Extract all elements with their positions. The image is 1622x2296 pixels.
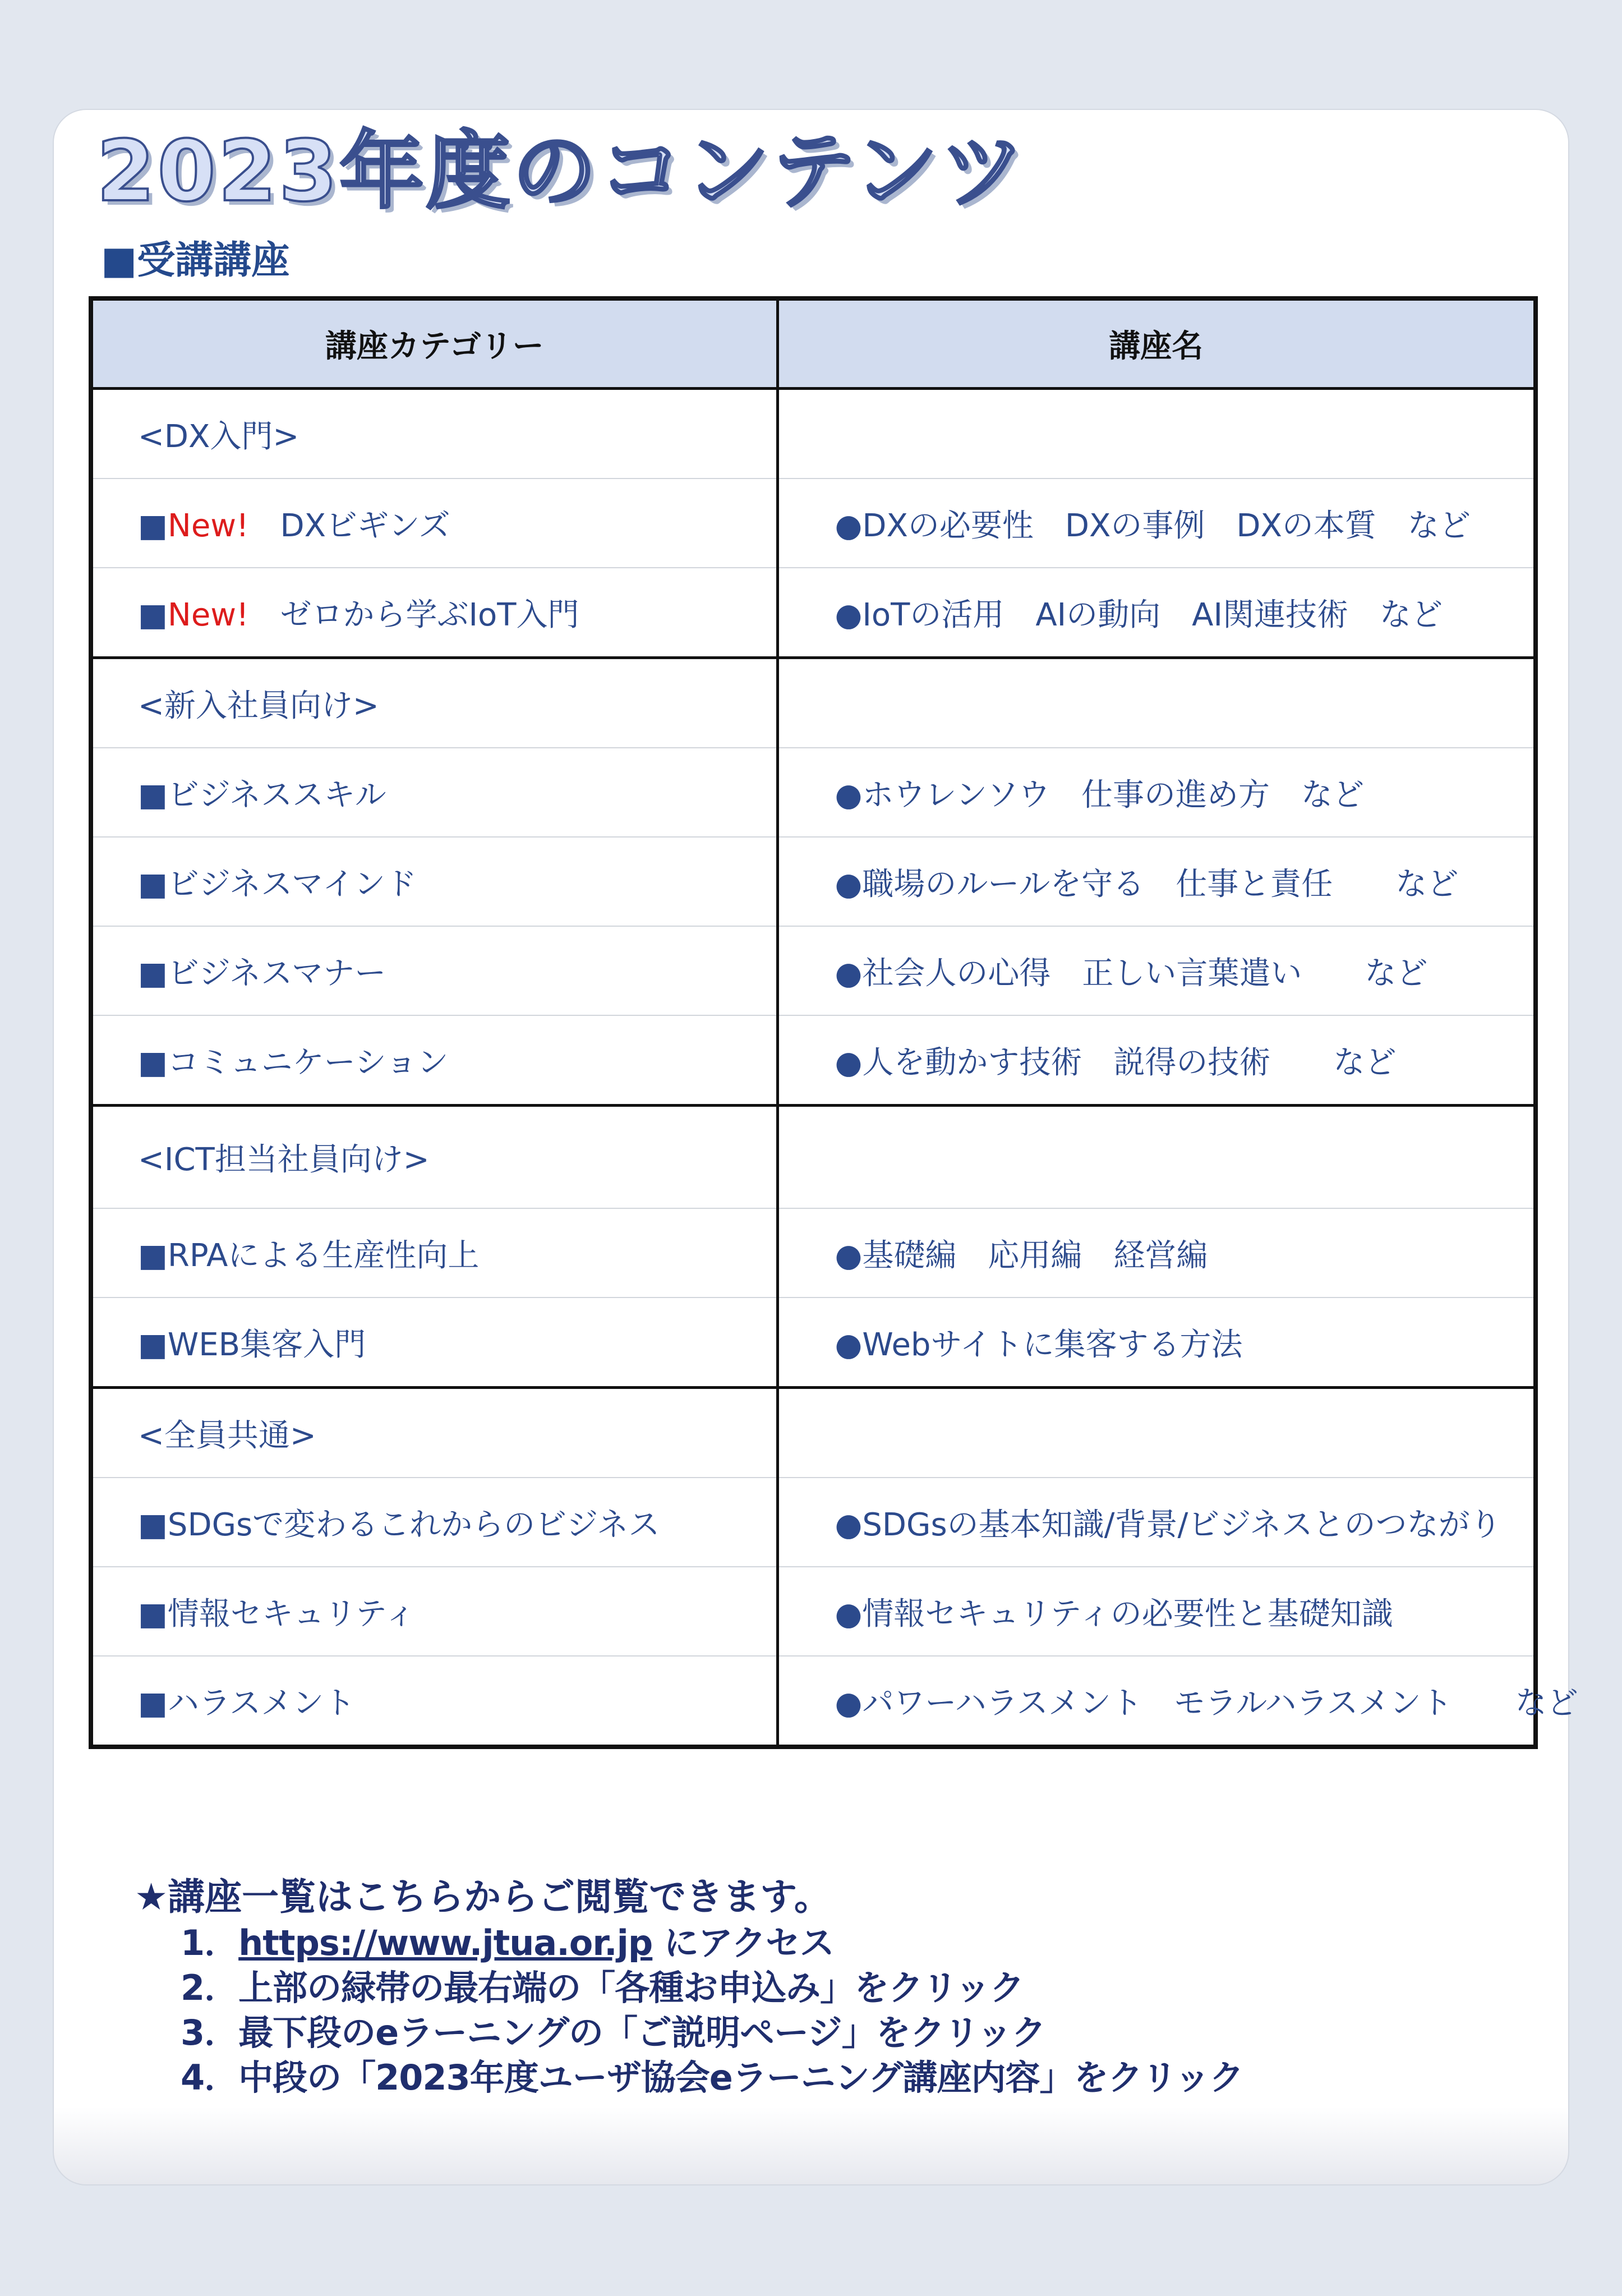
header-course: 講座名	[777, 298, 1536, 389]
table-header-row	[91, 298, 1536, 389]
category-cell	[91, 1656, 777, 1747]
group-label	[91, 389, 777, 479]
category-name: SDGsで変わるこれからのビジネス	[167, 1506, 660, 1543]
group-label	[91, 1106, 777, 1209]
course-cell	[777, 926, 1536, 1015]
category-cell	[91, 1478, 777, 1567]
group-row	[91, 1388, 1536, 1478]
access-instructions	[135, 1874, 1243, 2100]
course-text: SDGsの基本知識/背景/ビジネスとのつながり	[862, 1506, 1501, 1543]
category-name: ビジネスマナー	[167, 955, 386, 992]
group-label-text: <新入社員向け>	[138, 687, 379, 724]
course-text: Webサイトに集客する方法	[862, 1326, 1243, 1363]
course-cell	[777, 837, 1536, 926]
square-bullet-icon: ■	[138, 1326, 168, 1363]
course-text: パワーハラスメント モラルハラスメント など	[862, 1685, 1578, 1722]
course-cell	[777, 748, 1536, 837]
square-bullet-icon: ■	[138, 955, 168, 992]
square-bullet-icon: ■	[138, 1044, 168, 1081]
category-cell	[91, 1297, 777, 1388]
circle-bullet-icon: ●	[835, 1326, 863, 1363]
course-cell	[777, 1297, 1536, 1388]
table-row	[91, 748, 1536, 837]
category-cell	[91, 1208, 777, 1297]
category-cell	[91, 837, 777, 926]
table-row	[91, 1478, 1536, 1567]
group-row	[91, 658, 1536, 748]
square-bullet-icon: ■	[138, 1506, 168, 1543]
course-cell	[777, 1567, 1536, 1656]
category-cell	[91, 568, 777, 658]
course-cell	[777, 389, 1536, 479]
square-bullet-icon: ■	[138, 596, 168, 633]
course-text: 基礎編 応用編 経営編	[862, 1237, 1208, 1274]
course-cell	[777, 658, 1536, 748]
circle-bullet-icon: ●	[835, 507, 863, 544]
group-label	[91, 1388, 777, 1478]
course-text: ホウレンソウ 仕事の進め方 など	[862, 776, 1364, 813]
circle-bullet-icon: ●	[835, 955, 863, 992]
category-cell	[91, 1015, 777, 1106]
instruction-step-1: 1．https://www.jtua.or.jp にアクセス	[181, 1922, 835, 1963]
course-cell	[777, 1388, 1536, 1478]
category-cell	[91, 1567, 777, 1656]
group-label	[91, 658, 777, 748]
table-row	[91, 926, 1536, 1015]
course-cell	[777, 1015, 1536, 1106]
section-heading: ■受講講座	[101, 238, 290, 283]
table-row	[91, 1567, 1536, 1656]
page-title: 2023年度のコンテンツ	[96, 123, 1026, 220]
instructions-heading: ★講座一覧はこちらからご閲覧できます。	[135, 1875, 831, 1918]
category-cell	[91, 926, 777, 1015]
group-label-text: <全員共通>	[138, 1417, 316, 1454]
square-bullet-icon: ■	[138, 1237, 168, 1274]
table-row	[91, 1297, 1536, 1388]
course-cell	[777, 1478, 1536, 1567]
category-name: ゼロから学ぶIoT入門	[280, 596, 579, 633]
table-row	[91, 568, 1536, 658]
new-badge: New!	[167, 596, 249, 633]
circle-bullet-icon: ●	[835, 866, 863, 903]
group-label-text: <DX入門>	[138, 418, 299, 455]
course-text: IoTの活用 AIの動向 AI関連技術 など	[862, 596, 1443, 633]
course-text: 情報セキュリティの必要性と基礎知識	[862, 1595, 1393, 1632]
circle-bullet-icon: ●	[835, 1595, 863, 1632]
course-cell	[777, 1208, 1536, 1297]
table-row	[91, 1015, 1536, 1106]
table-row	[91, 837, 1536, 926]
course-text: 人を動かす技術 説得の技術 など	[862, 1044, 1397, 1081]
course-text: 職場のルールを守る 仕事と責任 など	[862, 866, 1459, 903]
category-name: 情報セキュリティ	[167, 1595, 416, 1632]
instruction-step-3: 3．最下段のeラーニングの「ご説明ページ」をクリック	[181, 2012, 1046, 2053]
circle-bullet-icon: ●	[835, 1237, 863, 1274]
table-row	[91, 1208, 1536, 1297]
category-name: ビジネススキル	[167, 776, 386, 813]
category-cell	[91, 748, 777, 837]
category-name: WEB集客入門	[167, 1326, 366, 1363]
new-badge: New!	[167, 507, 249, 544]
group-row	[91, 1106, 1536, 1209]
circle-bullet-icon: ●	[835, 596, 863, 633]
course-table	[89, 296, 1578, 1749]
category-name: コミュニケーション	[167, 1044, 449, 1081]
category-name: ハラスメント	[167, 1685, 356, 1722]
course-text: DXの必要性 DXの事例 DXの本質 など	[862, 507, 1471, 544]
course-cell	[777, 1106, 1536, 1209]
course-cell	[777, 568, 1536, 658]
category-name: ビジネスマインド	[167, 866, 417, 903]
group-row	[91, 389, 1536, 479]
table-row	[91, 478, 1536, 568]
table-row	[91, 1656, 1536, 1747]
instruction-step-4: 4．中段の「2023年度ユーザ協会eラーニング講座内容」をクリック	[181, 2057, 1244, 2098]
group-label-text: <ICT担当社員向け>	[138, 1142, 430, 1178]
square-bullet-icon: ■	[138, 866, 168, 903]
square-bullet-icon: ■	[138, 1685, 168, 1722]
circle-bullet-icon: ●	[835, 1685, 863, 1722]
square-bullet-icon: ■	[138, 507, 168, 544]
course-text: 社会人の心得 正しい言葉遣い など	[862, 955, 1428, 992]
course-cell	[777, 478, 1536, 568]
circle-bullet-icon: ●	[835, 776, 863, 813]
header-category: 講座カテゴリー	[91, 298, 777, 389]
course-cell	[777, 1656, 1578, 1747]
square-bullet-icon: ■	[138, 1595, 168, 1632]
circle-bullet-icon: ●	[835, 1506, 863, 1543]
category-cell	[91, 478, 777, 568]
site-link[interactable]: https://www.jtua.or.jp	[238, 1922, 653, 1963]
circle-bullet-icon: ●	[835, 1044, 863, 1081]
category-name: DXビギンズ	[280, 507, 450, 544]
square-bullet-icon: ■	[138, 776, 168, 813]
instruction-step-2: 2．上部の緑帯の最右端の「各種お申込み」をクリック	[181, 1967, 1024, 2008]
category-name: RPAによる生産性向上	[167, 1237, 480, 1274]
